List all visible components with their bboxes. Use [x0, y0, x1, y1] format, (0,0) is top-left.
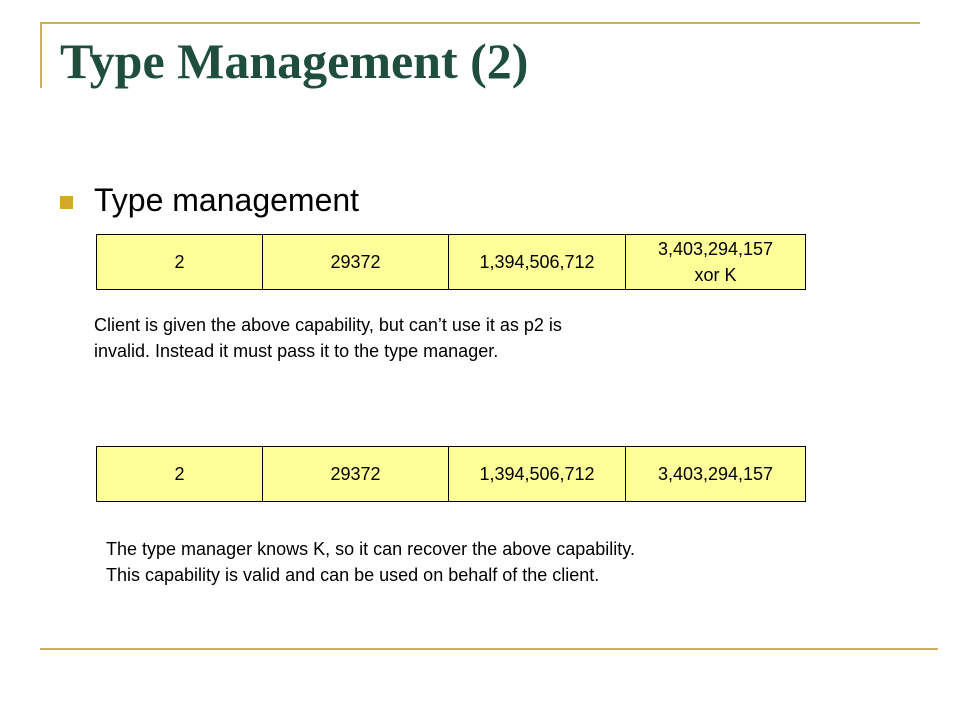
slide-frame-left-line [40, 22, 42, 88]
capability-box-encrypted [96, 234, 806, 290]
capability-cell-rights: 1,394,506,712 [449, 447, 626, 501]
bullet-text: Type management [94, 182, 360, 218]
capability-check-xor: xor K [694, 265, 737, 285]
capability-cell-object: 29372 [263, 447, 449, 501]
slide-title: Type Management (2) [60, 33, 529, 89]
paragraph-client-line-1: Client is given the above capability, but can’t use it as p2 is [94, 315, 562, 335]
capability-cell-rights: 1,394,506,712 [449, 235, 626, 289]
capability-check-value: 3,403,294,157 [657, 239, 774, 259]
paragraph-type-manager-line-2: This capability is valid and can be used on behalf of the client. [106, 565, 600, 585]
capability-cell-server: 2 [97, 235, 263, 289]
capability-cell-object: 29372 [263, 235, 449, 289]
slide-frame-bottom-line [40, 648, 938, 650]
capability-cell-check [626, 235, 805, 289]
paragraph-client [94, 312, 834, 364]
capability-cell-check: 3,403,294,157 [657, 464, 774, 484]
slide-frame-top-line [40, 22, 920, 24]
square-bullet-icon [60, 196, 73, 209]
capability-box-recovered [96, 446, 806, 502]
capability-cell-server: 2 [97, 447, 263, 501]
paragraph-client-line-2: invalid. Instead it must pass it to the type manager. [94, 341, 499, 361]
paragraph-type-manager [106, 536, 846, 588]
paragraph-type-manager-line-1: The type manager knows K, so it can recover the above capability. [106, 539, 635, 559]
